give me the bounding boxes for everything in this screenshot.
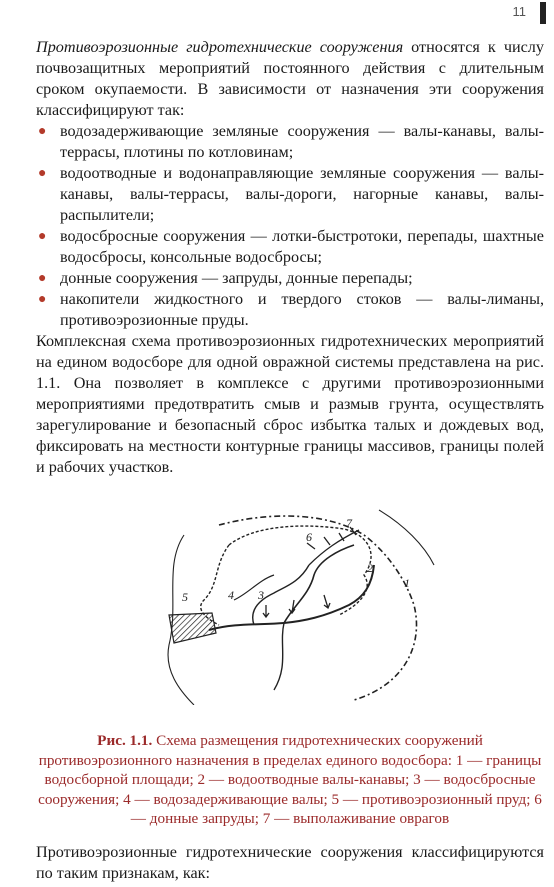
intro-italic-term: Противоэрозионные гидротехнические сооружения xyxy=(36,38,404,56)
intro-text: относятся к числу почвозащитных мероприятий постоянного действия с длительным сроком окупаемости. В зависимости от назначения эти сооружения классифицируют так: xyxy=(36,38,544,119)
list-item-text: накопители жидкостного и твердого стоков — валы-лиманы, противоэрозионные пруды. xyxy=(60,290,544,329)
bullet-icon: ● xyxy=(38,292,47,307)
intro-paragraph xyxy=(36,37,544,121)
caption-text: Схема размещения гидротехнических сооружений противоэрозионного назначения в пределах единого водосбора: 1 — границы водосборной площади; 2 — водоотводные валы-канавы; 3 — водосбросные сооружения; 4 — водозадерживающие валы; 5 — противоэрозионный пруд; 6 — донные запруды; 7 — выполаживание оврагов xyxy=(38,732,542,827)
bullet-icon: ● xyxy=(38,166,47,181)
figure-label-5: 5 xyxy=(182,590,188,604)
figure-caption xyxy=(36,731,544,829)
bullet-icon: ● xyxy=(38,271,47,286)
bullet-icon: ● xyxy=(38,229,47,244)
figure-label-6: 6 xyxy=(306,530,312,544)
list-item-text: водозадерживающие земляные сооружения — валы-канавы, валы-террасы, плотины по котловинам; xyxy=(60,122,544,161)
watershed-scheme-figure xyxy=(124,505,444,705)
caption-lead: Рис. 1.1. xyxy=(97,732,153,749)
figure-label-2: 2 xyxy=(367,561,373,575)
outer-slope-line-right xyxy=(379,510,434,565)
erosion-control-pond xyxy=(169,613,216,643)
lower-ravine xyxy=(274,623,284,690)
figure-label-1: 1 xyxy=(404,576,410,590)
list-item-text: донные сооружения — запруды, донные перепады; xyxy=(60,269,413,287)
ravine-branch xyxy=(284,545,354,623)
list-item xyxy=(36,163,544,226)
page-number: 11 xyxy=(512,4,526,19)
list-item xyxy=(36,121,544,163)
list-item xyxy=(36,226,544,268)
main-text xyxy=(36,37,544,478)
figure-label-4: 4 xyxy=(228,588,234,602)
figure-label-3: 3 xyxy=(258,588,264,602)
list-item xyxy=(36,268,544,289)
list-item-text: водосбросные сооружения — лотки-быстротоки, перепады, шахтные водосбросы, консольные водосбросы; xyxy=(60,227,544,266)
bullet-icon: ● xyxy=(38,124,47,139)
list-item-text: водоотводные и водонаправляющие земляные сооружения — валы-канавы, валы-террасы, валы-дороги, нагорные канавы, валы-распылители; xyxy=(60,164,544,224)
final-paragraph: Противоэрозионные гидротехнические сооружения классифицируются по таким признакам, как: xyxy=(36,843,544,882)
paragraph-2: Комплексная схема противоэрозионных гидротехнических мероприятий на едином водосборе для одной овражной системы представлена на рис. 1.1. Она позволяет в комплексе с другими противоэрозионными мероприятиями предотвратить смыв и размыв грунта, осуществлять зарегулирование и безопасный сброс избытка талых и дождевых вод, фиксировать на местности контурные границы массивов, границы полей и рабочих участков. xyxy=(36,332,544,476)
ravine-branch xyxy=(309,530,359,565)
watershed-boundary xyxy=(219,516,417,700)
figure-label-7: 7 xyxy=(346,516,352,530)
classification-list xyxy=(36,121,544,331)
list-item xyxy=(36,289,544,331)
page-edge-bar xyxy=(540,2,546,24)
